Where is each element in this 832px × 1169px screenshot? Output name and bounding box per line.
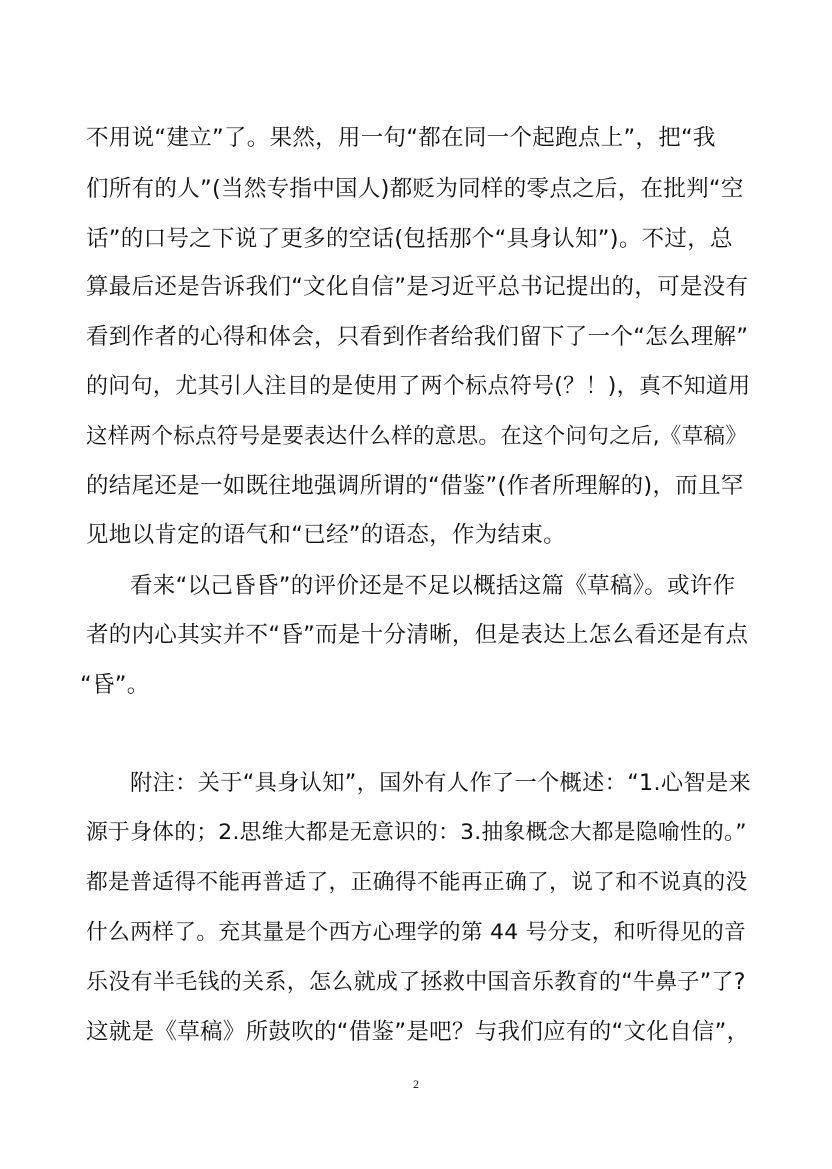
text-line: 算最后还是告诉我们“文化自信”是习近平总书记提出的，可是没有 <box>86 274 749 300</box>
text-line: 这样两个标点符号是要表达什么样的意思。在这个问句之后,《草稿》 <box>86 424 748 449</box>
text-line: 什么两样了。充其量是个西方心理学的第 44 号分支，和听得见的音 <box>86 920 747 945</box>
text-line: 话”的口号之下说了更多的空话(包括那个“具身认知”)。不过，总 <box>86 226 733 252</box>
text-line: 看到作者的心得和体会，只看到作者给我们留下了一个“怎么理解” <box>86 324 749 350</box>
text-line: “昏”。 <box>80 672 150 698</box>
page-number: 2 <box>413 1077 419 1091</box>
text-line: 这就是《草稿》所鼓吹的“借鉴”是吧？与我们应有的“文化自信”， <box>86 1019 750 1045</box>
text-line: 乐没有半毛钱的关系，怎么就成了拯救中国音乐教育的“牛鼻子”了? <box>86 970 746 995</box>
text-line: 见地以肯定的语气和“已经”的语态，作为结束。 <box>86 522 566 548</box>
text-line: 看来“以己昏昏”的评价还是不足以概括这篇《草稿》。或许作 <box>130 573 736 599</box>
text-line: 们所有的人”(当然专指中国人)都贬为同样的零点之后，在批判“空 <box>86 176 744 202</box>
text-line: 源于身体的；2.思维大都是无意识的：3.抽象概念大都是隐喻性的。” <box>86 820 747 845</box>
text-line: 都是普适得不能再普适了，正确得不能再正确了，说了和不说真的没 <box>86 870 748 895</box>
text-line: 的结尾还是一如既往地强调所谓的“借鉴”(作者所理解的)，而且罕 <box>86 473 744 499</box>
text-line: 不用说“建立”了。果然，用一句“都在同一个起跑点上”，把“我 <box>86 125 716 151</box>
text-line: 者的内心其实并不“昏”而是十分清晰，但是表达上怎么看还是有点 <box>86 622 749 648</box>
text-line: 的问句，尤其引人注目的是使用了两个标点符号(？！)，真不知道用 <box>86 374 751 399</box>
text-line: 附注：关于“具身认知”，国外有人作了一个概述：“1.心智是来 <box>130 770 752 796</box>
